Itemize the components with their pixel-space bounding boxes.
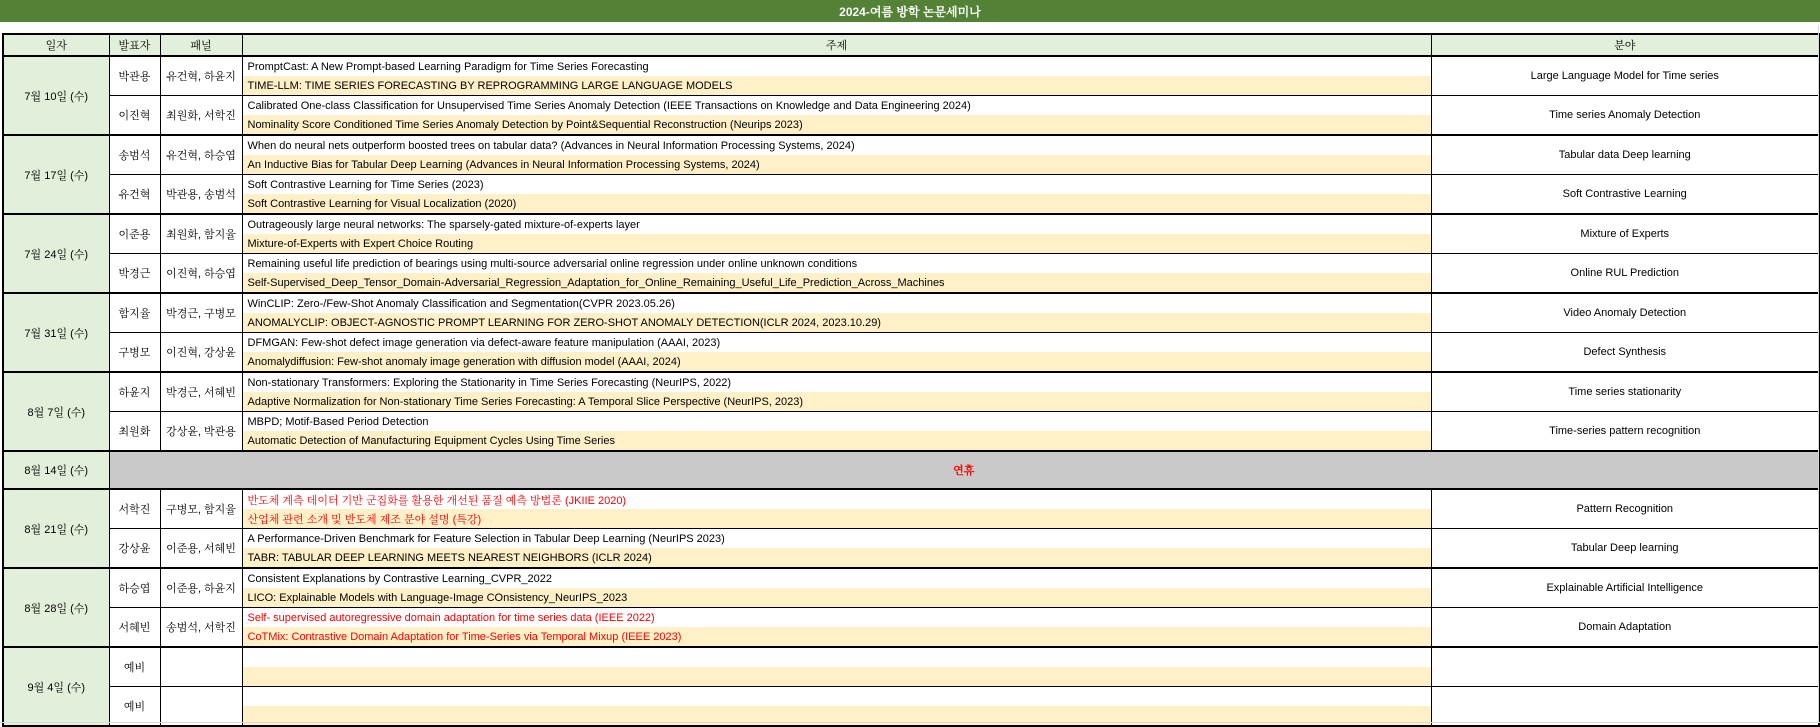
panel-cell[interactable]: 최원화, 함지율: [160, 214, 242, 254]
topic-cell[interactable]: PromptCast: A New Prompt-based Learning Paradigm for Time Series Forecasting: [242, 56, 1431, 76]
date-cell[interactable]: 8월 28일 (수): [3, 568, 109, 647]
topic-cell[interactable]: Consistent Explanations by Contrastive Learning_CVPR_2022: [242, 568, 1431, 588]
spreadsheet-gridline-vertical: [1818, 25, 1819, 723]
panel-cell[interactable]: 박경근, 서혜빈: [160, 372, 242, 412]
col-header-topic[interactable]: 주제: [242, 34, 1431, 56]
presenter-cell[interactable]: 이진혁: [109, 96, 160, 136]
field-cell[interactable]: Time-series pattern recognition: [1431, 412, 1819, 452]
table-row: [3, 608, 1819, 628]
topic-cell[interactable]: An Inductive Bias for Tabular Deep Learning (Advances in Neural Information Processing Systems, 2024): [242, 155, 1431, 175]
table-row: [3, 333, 1819, 353]
table-row: [3, 372, 1819, 392]
presenter-cell[interactable]: 강상윤: [109, 529, 160, 569]
topic-cell[interactable]: CoTMix: Contrastive Domain Adaptation for Time-Series via Temporal Mixup (IEEE 2023): [242, 627, 1431, 647]
table-row: [3, 412, 1819, 432]
presenter-cell[interactable]: 서학진: [109, 489, 160, 529]
field-cell[interactable]: Time series stationarity: [1431, 372, 1819, 412]
field-cell[interactable]: Explainable Artificial Intelligence: [1431, 568, 1819, 608]
topic-cell[interactable]: Adaptive Normalization for Non-stationary Time Series Forecasting: A Temporal Slice Perspective (NeurIPS, 2023): [242, 392, 1431, 412]
topic-cell[interactable]: Self-Supervised_Deep_Tensor_Domain-Adversarial_Regression_Adaptation_for_Online_Remaining_Useful_Life_Prediction_Across_Machines: [242, 273, 1431, 293]
topic-cell[interactable]: 반도체 계측 데이터 기반 군집화를 활용한 개선된 품질 예측 방법론 (JKIIE 2020): [242, 489, 1431, 509]
panel-cell[interactable]: 구병모, 함지율: [160, 489, 242, 529]
topic-cell[interactable]: Nominality Score Conditioned Time Series Anomaly Detection by Point&Sequential Reconstruction (Neurips 2023): [242, 115, 1431, 135]
schedule-table-container: [2, 33, 1820, 727]
holiday-row: [3, 451, 1819, 489]
presenter-cell[interactable]: 이준용: [109, 214, 160, 254]
panel-cell[interactable]: 유건혁, 하승엽: [160, 135, 242, 175]
presenter-cell[interactable]: 예비: [109, 687, 160, 727]
topic-cell[interactable]: WinCLIP: Zero-/Few-Shot Anomaly Classification and Segmentation(CVPR 2023.05.26): [242, 293, 1431, 313]
table-row: [3, 647, 1819, 667]
date-cell[interactable]: 7월 17일 (수): [3, 135, 109, 214]
presenter-cell[interactable]: 예비: [109, 647, 160, 687]
presenter-cell[interactable]: 함지율: [109, 293, 160, 333]
col-header-field[interactable]: 분야: [1431, 34, 1819, 56]
presenter-cell[interactable]: 최원화: [109, 412, 160, 452]
topic-cell[interactable]: MBPD; Motif-Based Period Detection: [242, 412, 1431, 432]
date-cell[interactable]: 7월 24일 (수): [3, 214, 109, 293]
panel-cell[interactable]: 유건혁, 하윤지: [160, 56, 242, 96]
topic-cell[interactable]: Soft Contrastive Learning for Visual Localization (2020): [242, 194, 1431, 214]
page-title: 2024-여름 방학 논문세미나: [839, 4, 981, 19]
topic-cell[interactable]: DFMGAN: Few-shot defect image generation via defect-aware feature manipulation (AAAI, 2023): [242, 333, 1431, 353]
field-cell[interactable]: [1431, 687, 1819, 727]
table-body: [3, 56, 1819, 726]
presenter-cell[interactable]: 유건혁: [109, 175, 160, 215]
topic-cell[interactable]: Non-stationary Transformers: Exploring the Stationarity in Time Series Forecasting (NeurIPS, 2022): [242, 372, 1431, 392]
field-cell[interactable]: [1431, 647, 1819, 687]
table-row: [3, 175, 1819, 195]
table-row: [3, 568, 1819, 588]
topic-cell[interactable]: When do neural nets outperform boosted trees on tabular data? (Advances in Neural Information Processing Systems, 2024): [242, 135, 1431, 155]
holiday-cell[interactable]: 연휴: [109, 451, 1819, 489]
presenter-cell[interactable]: 송범석: [109, 135, 160, 175]
field-cell[interactable]: Defect Synthesis: [1431, 333, 1819, 373]
panel-cell[interactable]: [160, 687, 242, 727]
field-cell[interactable]: Video Anomaly Detection: [1431, 293, 1819, 333]
panel-cell[interactable]: 이준용, 서혜빈: [160, 529, 242, 569]
col-header-date[interactable]: 일자: [3, 34, 109, 56]
topic-cell[interactable]: ANOMALYCLIP: OBJECT-AGNOSTIC PROMPT LEARNING FOR ZERO-SHOT ANOMALY DETECTION(ICLR 2024, 2023.10.29): [242, 313, 1431, 333]
col-header-presenter[interactable]: 발표자: [109, 34, 160, 56]
panel-cell[interactable]: [160, 647, 242, 687]
field-cell[interactable]: Tabular data Deep learning: [1431, 135, 1819, 175]
panel-cell[interactable]: 박관용, 송범석: [160, 175, 242, 215]
topic-cell[interactable]: [242, 667, 1431, 687]
spreadsheet-gridline-horizontal: [0, 722, 1820, 723]
panel-cell[interactable]: 박경근, 구병모: [160, 293, 242, 333]
topic-cell[interactable]: [242, 687, 1431, 707]
panel-cell[interactable]: 이진혁, 하승엽: [160, 254, 242, 294]
table-row: [3, 529, 1819, 549]
topic-cell[interactable]: Calibrated One-class Classification for Unsupervised Time Series Anomaly Detection (IEEE Transactions on Knowledge and Data Engineering 2024): [242, 96, 1431, 116]
field-cell[interactable]: Domain Adaptation: [1431, 608, 1819, 648]
table-row: [3, 687, 1819, 707]
topic-cell[interactable]: Remaining useful life prediction of bearings using multi-source adversarial online regression under online unknown conditions: [242, 254, 1431, 274]
topic-cell[interactable]: TIME-LLM: TIME SERIES FORECASTING BY REPROGRAMMING LARGE LANGUAGE MODELS: [242, 76, 1431, 96]
topic-cell[interactable]: LICO: Explainable Models with Language-Image COnsistency_NeurIPS_2023: [242, 588, 1431, 608]
panel-cell[interactable]: 이준용, 하윤지: [160, 568, 242, 608]
presenter-cell[interactable]: 하윤지: [109, 372, 160, 412]
date-cell[interactable]: 8월 7일 (수): [3, 372, 109, 451]
presenter-cell[interactable]: 서혜빈: [109, 608, 160, 648]
presenter-cell[interactable]: 하승엽: [109, 568, 160, 608]
field-cell[interactable]: Large Language Model for Time series: [1431, 56, 1819, 96]
panel-cell[interactable]: 이진혁, 강상윤: [160, 333, 242, 373]
table-row: [3, 293, 1819, 313]
date-cell[interactable]: 8월 14일 (수): [3, 451, 109, 489]
table-row: [3, 56, 1819, 76]
field-cell[interactable]: Online RUL Prediction: [1431, 254, 1819, 294]
col-header-panel[interactable]: 패널: [160, 34, 242, 56]
topic-cell[interactable]: Anomalydiffusion: Few-shot anomaly image generation with diffusion model (AAAI, 2024): [242, 352, 1431, 372]
field-cell[interactable]: Soft Contrastive Learning: [1431, 175, 1819, 215]
topic-cell[interactable]: A Performance-Driven Benchmark for Feature Selection in Tabular Deep Learning (NeurIPS 2023): [242, 529, 1431, 549]
field-cell[interactable]: Pattern Recognition: [1431, 489, 1819, 529]
table-row: [3, 254, 1819, 274]
table-row: [3, 489, 1819, 509]
topic-cell[interactable]: Outrageously large neural networks: The sparsely-gated mixture-of-experts layer: [242, 214, 1431, 234]
seminar-schedule-table: [2, 33, 1820, 727]
date-cell[interactable]: 9월 4일 (수): [3, 647, 109, 726]
field-cell[interactable]: Time series Anomaly Detection: [1431, 96, 1819, 136]
topic-cell[interactable]: TABR: TABULAR DEEP LEARNING MEETS NEAREST NEIGHBORS (ICLR 2024): [242, 548, 1431, 568]
topic-cell[interactable]: [242, 647, 1431, 667]
table-row: [3, 214, 1819, 234]
topic-cell[interactable]: 산업체 관련 소개 및 반도체 제조 분야 설명 (특강): [242, 509, 1431, 529]
date-cell[interactable]: 7월 31일 (수): [3, 293, 109, 372]
table-row: [3, 135, 1819, 155]
panel-cell[interactable]: 최원화, 서학진: [160, 96, 242, 136]
topic-cell[interactable]: Automatic Detection of Manufacturing Equipment Cycles Using Time Series: [242, 431, 1431, 451]
field-cell[interactable]: Mixture of Experts: [1431, 214, 1819, 254]
field-cell[interactable]: Tabular Deep learning: [1431, 529, 1819, 569]
topic-cell[interactable]: Self- supervised autoregressive domain adaptation for time series data (IEEE 2022): [242, 608, 1431, 628]
document-title-bar[interactable]: [0, 0, 1820, 22]
topic-cell[interactable]: [242, 706, 1431, 726]
date-cell[interactable]: 7월 10일 (수): [3, 56, 109, 135]
presenter-cell[interactable]: 박경근: [109, 254, 160, 294]
header-row: [3, 34, 1819, 56]
panel-cell[interactable]: 강상윤, 박관용: [160, 412, 242, 452]
panel-cell[interactable]: 송범석, 서학진: [160, 608, 242, 648]
date-cell[interactable]: 8월 21일 (수): [3, 489, 109, 568]
topic-cell[interactable]: Mixture-of-Experts with Expert Choice Routing: [242, 234, 1431, 254]
topic-cell[interactable]: Soft Contrastive Learning for Time Series (2023): [242, 175, 1431, 195]
presenter-cell[interactable]: 박관용: [109, 56, 160, 96]
table-row: [3, 96, 1819, 116]
presenter-cell[interactable]: 구병모: [109, 333, 160, 373]
